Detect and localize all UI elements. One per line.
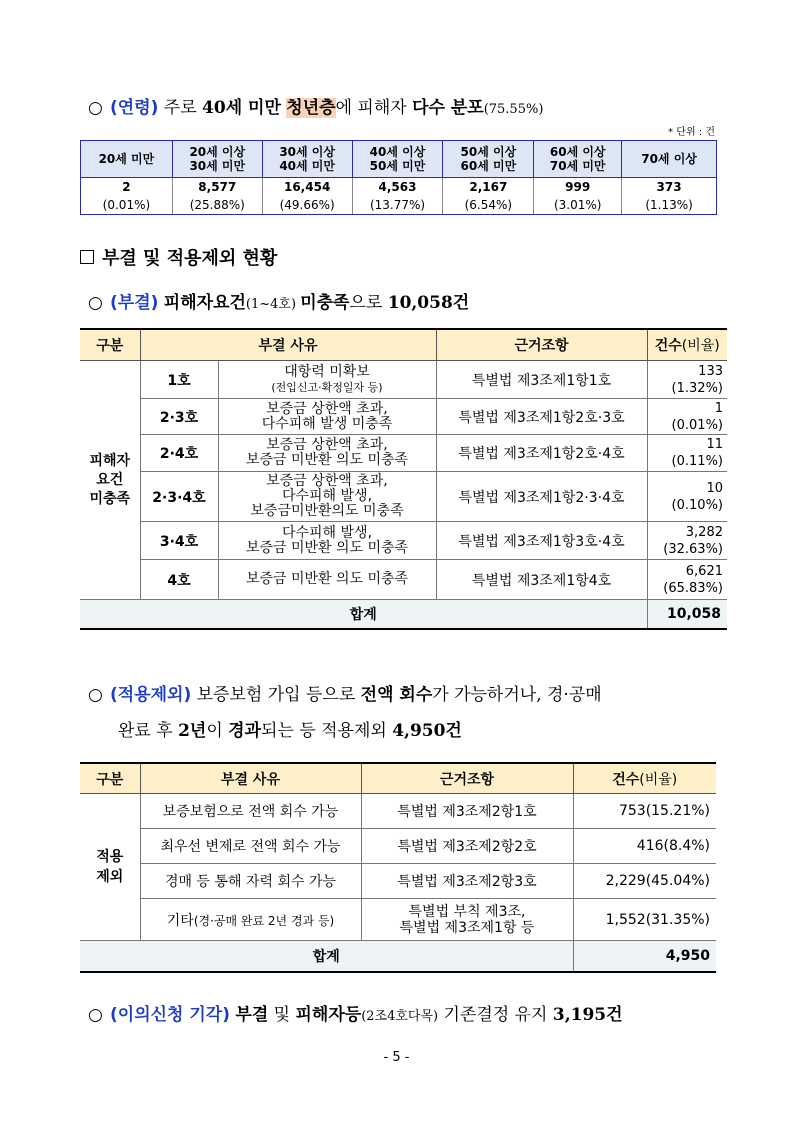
exclusion-bold-2years: 2년 xyxy=(178,721,207,741)
age-header-cell xyxy=(534,141,622,178)
age-table xyxy=(80,140,717,215)
header-ratio-text: (비율) xyxy=(681,338,720,354)
pct-text: (0.01%) xyxy=(671,417,723,433)
row-reason xyxy=(218,522,436,560)
row-basis: 특별법 제3조제2항1호 xyxy=(361,794,573,829)
exclusion-text-4: 이 xyxy=(206,721,229,741)
exclusion-text-2: 가 가능하거나, 경·공매 xyxy=(432,685,602,705)
header-category: 구분 xyxy=(80,763,140,794)
pct-text: (65.83%) xyxy=(663,580,723,596)
total-value: 4,950 xyxy=(573,941,716,973)
row-reason xyxy=(218,399,436,435)
rejection-label: (부결) xyxy=(110,293,159,313)
rejection-text-3: 으로 xyxy=(349,293,388,313)
exclusion-text-3: 완료 후 xyxy=(118,721,179,741)
table-row xyxy=(80,794,716,829)
count-text: 133 xyxy=(698,363,723,379)
pct-text: (0.10%) xyxy=(671,497,723,513)
age-percent-cell: (13.77%) xyxy=(352,196,443,215)
age-percent-cell: (25.88%) xyxy=(172,196,262,215)
count-text: 3,282 xyxy=(685,524,723,540)
row-count xyxy=(647,361,727,399)
reason-text: 다수피해 발생, xyxy=(281,488,373,504)
total-label: 합계 xyxy=(80,600,647,630)
age-text-1: 주로 xyxy=(158,98,203,118)
header-ratio-text: (비율) xyxy=(639,771,678,788)
age-header-cell xyxy=(352,141,443,178)
age-percent: (75.55%) xyxy=(483,102,544,117)
exclusion-table xyxy=(80,762,716,973)
row-basis: 특별법 제3조제1항3호·4호 xyxy=(436,522,647,560)
bullet-circle: ○ xyxy=(88,98,103,118)
rejection-text-2: (1~4호) xyxy=(245,297,301,312)
row-number: 2·3·4호 xyxy=(140,472,218,522)
table-row xyxy=(80,560,727,600)
row-basis: 특별법 제3조제1항2호·4호 xyxy=(436,435,647,472)
row-reason: 경매 등 통해 자력 회수 가능 xyxy=(140,864,361,899)
row-reason xyxy=(218,472,436,522)
rejection-bold-requirements: 피해자요건 xyxy=(163,293,246,313)
reason-text: 보증금 상한액 초과, xyxy=(266,437,388,453)
row-value: 2,229(45.04%) xyxy=(573,864,716,899)
age-count-row xyxy=(81,178,717,197)
reason-text: 대항력 미확보 xyxy=(284,363,370,380)
total-value: 10,058 xyxy=(647,600,727,630)
rejection-total-row xyxy=(80,600,727,630)
basis-text: 특별법 제3조제1항 등 xyxy=(399,919,535,936)
section-heading xyxy=(80,244,277,270)
row-basis: 특별법 제3조제1항4호 xyxy=(436,560,647,600)
row-number: 4호 xyxy=(140,560,218,600)
age-table-header-row xyxy=(81,141,717,178)
table-row xyxy=(80,361,727,399)
objection-label: (이의신청 기각) xyxy=(110,1005,230,1025)
age-text-2: 에 피해자 xyxy=(335,98,413,118)
header-count-text: 건수 xyxy=(612,771,640,788)
header-category: 구분 xyxy=(80,329,140,361)
unit-note: * 단위 : 건 xyxy=(668,127,715,138)
bullet-circle: ○ xyxy=(88,1005,103,1025)
row-reason: 최우선 변제로 전액 회수 가능 xyxy=(140,829,361,864)
reason-text: 보증금 미반환 의도 미충족 xyxy=(245,452,409,468)
exclusion-bullet-line xyxy=(88,680,602,705)
pct-text: (1.32%) xyxy=(671,380,723,396)
row-reason xyxy=(218,560,436,600)
group-label: 제외 xyxy=(96,869,124,885)
reason-text: 보증금 상한액 초과, xyxy=(266,400,388,417)
header-basis: 근거조항 xyxy=(436,329,647,361)
age-count-cell: 2,167 xyxy=(443,178,534,197)
objection-text-2: 및 xyxy=(268,1005,296,1025)
group-label: 피해자 xyxy=(89,452,131,469)
age-header-text: 50세 미만 xyxy=(369,159,426,173)
table-row xyxy=(80,864,716,899)
basis-text: 특별법 부칙 제3조, xyxy=(408,903,526,920)
reason-subtext: (경·공매 완료 2년 경과 등) xyxy=(193,913,335,928)
row-basis: 특별법 제3조제1항2·3·4호 xyxy=(436,472,647,522)
count-text: 1 xyxy=(714,400,723,416)
reason-subtext: (전입신고·확정일자 등) xyxy=(271,380,383,394)
age-percent-cell: (6.54%) xyxy=(443,196,534,215)
age-percent-cell: (1.13%) xyxy=(622,196,717,215)
age-count-cell: 16,454 xyxy=(262,178,352,197)
age-bold-distribution: 다수 분포 xyxy=(412,98,484,118)
rejection-bold-total: 10,058건 xyxy=(387,293,470,313)
exclusion-table-header-row xyxy=(80,763,716,794)
exclusion-text-5: 되는 등 적용제외 xyxy=(261,721,393,741)
table-row xyxy=(80,829,716,864)
row-reason: 보증보험으로 전액 회수 가능 xyxy=(140,794,361,829)
age-count-cell: 373 xyxy=(622,178,717,197)
age-header-text: 20세 미만 xyxy=(98,152,155,166)
row-count xyxy=(647,399,727,435)
reason-text: 보증금 미반환 의도 미충족 xyxy=(245,571,409,587)
exclusion-bullet-line-2 xyxy=(118,716,462,741)
row-number: 2·3호 xyxy=(140,399,218,435)
bullet-circle: ○ xyxy=(88,293,103,313)
exclusion-bold-total: 4,950건 xyxy=(392,721,462,741)
reason-text: 보증금 미반환 의도 미충족 xyxy=(245,539,409,556)
row-basis: 특별법 제3조제2항3호 xyxy=(361,864,573,899)
age-header-text: 30세 미만 xyxy=(189,159,246,173)
age-header-text: 20세 이상 xyxy=(189,145,246,159)
square-bullet-icon xyxy=(80,250,94,264)
table-row xyxy=(80,472,727,522)
age-bullet-line xyxy=(88,93,543,118)
objection-text-4: 기존결정 유지 xyxy=(438,1005,553,1025)
age-count-cell: 2 xyxy=(81,178,173,197)
reason-text: 다수피해 발생 미충족 xyxy=(261,415,393,432)
reason-text: 보증금미반환의도 미충족 xyxy=(250,503,404,519)
rejection-bullet-line xyxy=(88,288,469,313)
header-count-text: 건수 xyxy=(654,338,682,354)
row-basis xyxy=(361,899,573,941)
rejection-bold-unmet: 미충족 xyxy=(300,293,350,313)
objection-bold-total: 3,195건 xyxy=(552,1005,623,1025)
row-number: 3·4호 xyxy=(140,522,218,560)
row-value: 1,552(31.35%) xyxy=(573,899,716,941)
age-percent-cell: (49.66%) xyxy=(262,196,352,215)
rejection-table-header-row xyxy=(80,329,727,361)
age-header-text: 70세 이상 xyxy=(641,152,697,166)
row-count xyxy=(647,435,727,472)
row-basis: 특별법 제3조제1항1호 xyxy=(436,361,647,399)
objection-bullet-line xyxy=(88,1000,623,1025)
exclusion-text-1: 보증보험 가입 등으로 xyxy=(191,685,361,705)
row-reason xyxy=(140,899,361,941)
row-reason xyxy=(218,435,436,472)
page-number: - 5 - xyxy=(383,1050,410,1065)
age-count-cell: 8,577 xyxy=(172,178,262,197)
count-text: 10 xyxy=(706,480,723,496)
total-label: 합계 xyxy=(80,941,573,973)
row-basis: 특별법 제3조제2항2호 xyxy=(361,829,573,864)
age-header-text: 70세 미만 xyxy=(549,159,606,173)
age-header-text: 40세 이상 xyxy=(369,145,426,159)
row-count xyxy=(647,522,727,560)
table-row xyxy=(80,399,727,435)
pct-text: (32.63%) xyxy=(663,541,723,557)
row-value: 753(15.21%) xyxy=(573,794,716,829)
age-header-cell xyxy=(172,141,262,178)
header-reason: 부결 사유 xyxy=(140,329,436,361)
age-percent-row xyxy=(81,196,717,215)
row-basis: 특별법 제3조제1항2호·3호 xyxy=(436,399,647,435)
age-header-cell xyxy=(81,141,173,178)
reason-text: 다수피해 발생, xyxy=(281,524,373,541)
group-label: 적용 xyxy=(96,849,124,865)
age-bold-youth: 청년층 xyxy=(286,98,336,118)
table-row xyxy=(80,435,727,472)
exclusion-bold-full-recovery: 전액 회수 xyxy=(360,685,433,705)
row-number: 2·4호 xyxy=(140,435,218,472)
row-value: 416(8.4%) xyxy=(573,829,716,864)
pct-text: (0.11%) xyxy=(671,454,723,469)
age-count-cell: 4,563 xyxy=(352,178,443,197)
objection-text-3: (2조4호다목) xyxy=(361,1009,439,1024)
age-percent-cell: (3.01%) xyxy=(534,196,622,215)
table-row xyxy=(80,522,727,560)
reason-text: 보증금 상한액 초과, xyxy=(266,473,388,489)
header-count xyxy=(573,763,716,794)
age-header-text: 30세 이상 xyxy=(279,145,335,159)
age-header-cell xyxy=(262,141,352,178)
age-bold-under40: 40세 미만 xyxy=(202,98,281,118)
section-heading-text: 부결 및 적용제외 현황 xyxy=(102,248,278,269)
age-count-cell: 999 xyxy=(534,178,622,197)
exclusion-label: (적용제외) xyxy=(110,685,192,705)
exclusion-bold-elapsed: 경과 xyxy=(228,721,262,741)
objection-bold-rejection: 부결 xyxy=(235,1005,269,1025)
bullet-circle: ○ xyxy=(88,685,103,705)
group-label: 요건 xyxy=(96,471,124,488)
count-text: 6,621 xyxy=(685,563,723,579)
row-count xyxy=(647,472,727,522)
age-header-text: 60세 미만 xyxy=(460,159,517,173)
table-row xyxy=(80,899,716,941)
row-number: 1호 xyxy=(140,361,218,399)
age-header-text: 50세 이상 xyxy=(460,145,517,159)
row-count xyxy=(647,560,727,600)
count-text: 11 xyxy=(706,437,723,452)
age-percent-cell: (0.01%) xyxy=(81,196,173,215)
header-count xyxy=(647,329,727,361)
group-label-cell xyxy=(80,361,140,600)
exclusion-total-row xyxy=(80,941,716,973)
rejection-table xyxy=(80,328,727,630)
age-header-cell xyxy=(443,141,534,178)
header-basis: 근거조항 xyxy=(361,763,573,794)
header-reason: 부결 사유 xyxy=(140,763,361,794)
group-label: 미충족 xyxy=(89,490,131,507)
age-header-text: 60세 이상 xyxy=(549,145,606,159)
age-header-cell xyxy=(622,141,717,178)
objection-bold-victims: 피해자등 xyxy=(295,1005,362,1025)
reason-text: 기타 xyxy=(166,912,194,929)
row-reason xyxy=(218,361,436,399)
group-label-cell xyxy=(80,794,140,941)
age-header-text: 40세 미만 xyxy=(279,159,335,173)
age-label: (연령) xyxy=(110,98,159,118)
